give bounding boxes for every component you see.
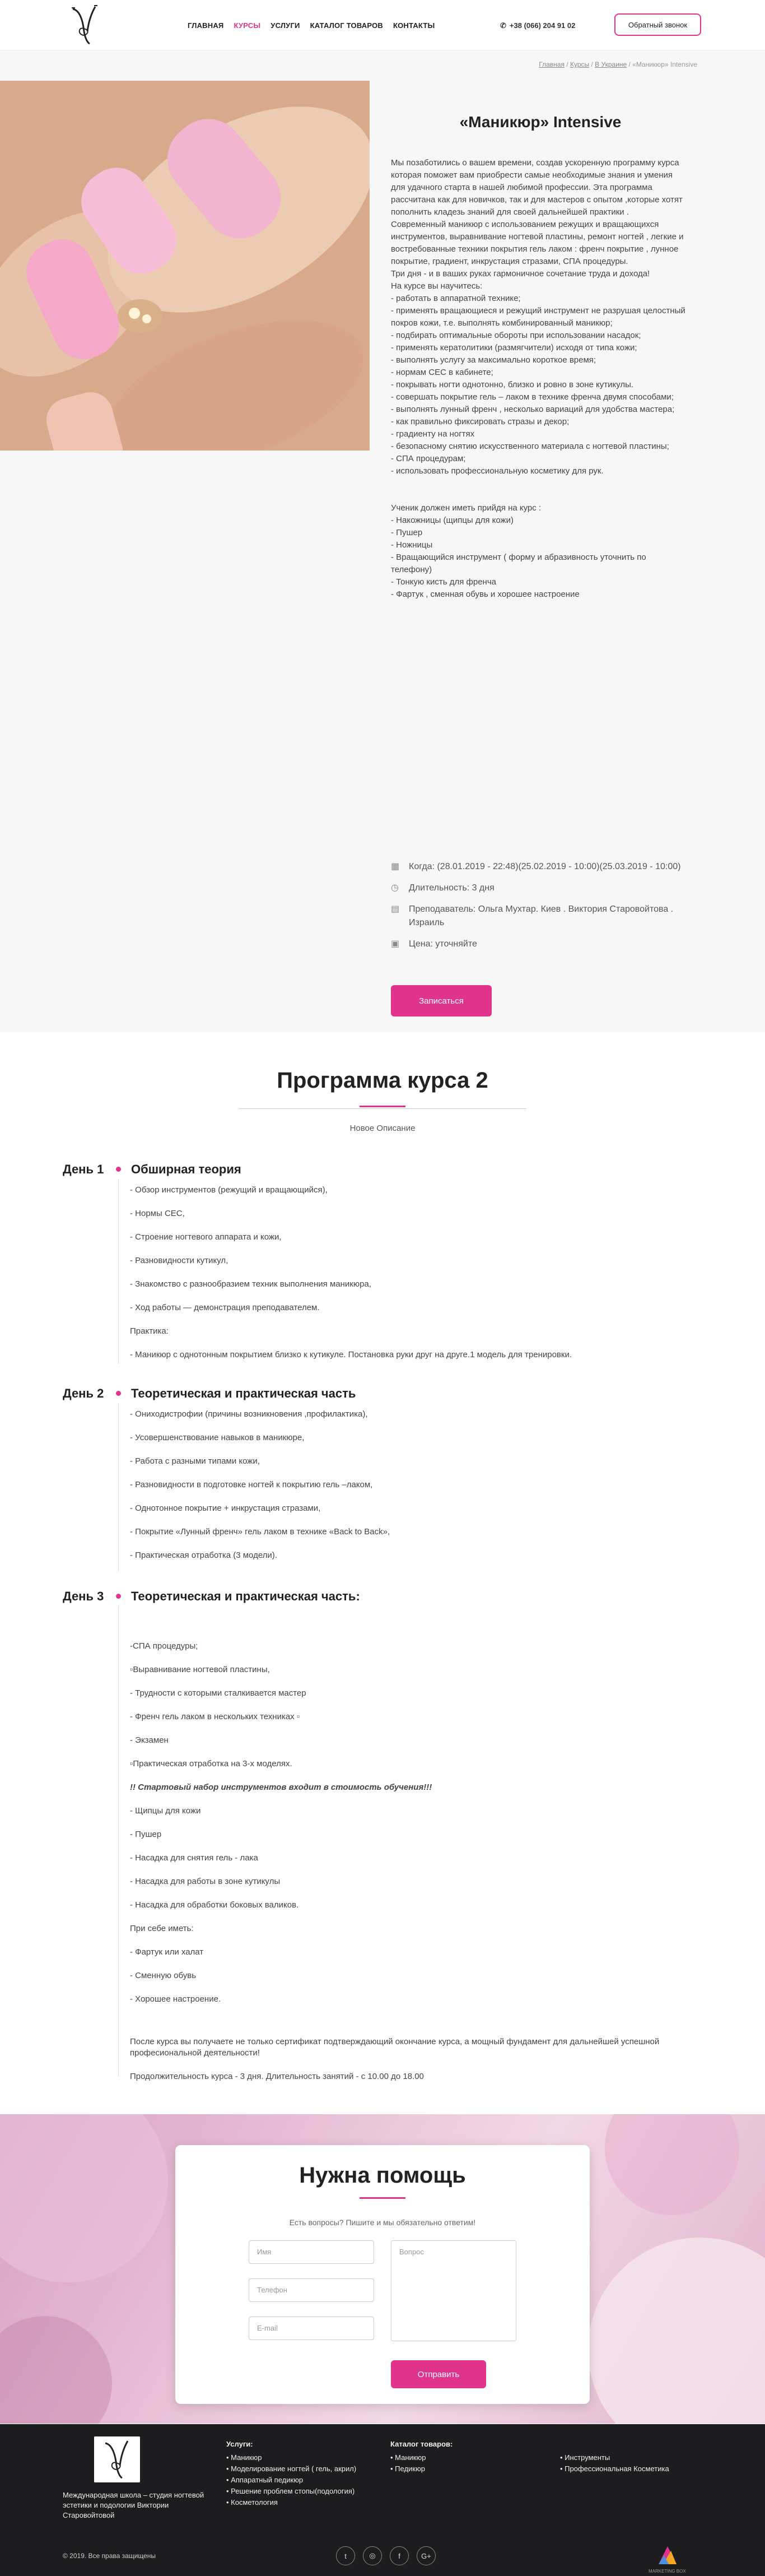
- day-item: - Разновидности кутикул,: [130, 1256, 228, 1265]
- help-underline: [360, 2197, 405, 2199]
- help-section: [0, 2114, 765, 2424]
- day-title: Обширная теория: [131, 1162, 241, 1176]
- manicure-illustration: [0, 81, 370, 451]
- enroll-button[interactable]: Записаться: [391, 985, 492, 1017]
- day-item: При себе иметь:: [130, 1924, 194, 1933]
- timeline-line: [118, 1606, 119, 2077]
- phone-text: +38 (066) 204 91 02: [509, 21, 576, 30]
- email-input[interactable]: E-mail: [249, 2317, 374, 2340]
- day-item: - Щипцы для кожи: [130, 1806, 201, 1816]
- course-teachers-text: Преподаватель: Ольга Мухтар. Киев . Виктория Старовойтова . Израиль: [409, 904, 674, 927]
- question-textarea[interactable]: Вопрос: [391, 2240, 516, 2341]
- day-item: - Покрытие «Лунный френч» гель лаком в технике «Back to Back»,: [130, 1527, 390, 1537]
- footer-link[interactable]: • Косметология: [226, 2498, 278, 2507]
- day-dot: [116, 1167, 121, 1172]
- site-footer: [0, 2424, 765, 2576]
- copyright: © 2019. Все права защищены: [63, 2552, 156, 2560]
- main-nav: [188, 21, 435, 30]
- day-item: Продолжительность курса - 3 дня. Длительность занятий - с 10.00 до 18.00: [130, 2072, 424, 2081]
- footer-logo[interactable]: [94, 2436, 140, 2482]
- day-item: - Строение ногтевого аппарата и кожи,: [130, 1232, 282, 1242]
- course-duration: [391, 881, 688, 895]
- nav-courses[interactable]: КУРСЫ: [234, 21, 261, 30]
- site-header: [0, 0, 765, 50]
- footer-services-title: Услуги:: [226, 2440, 253, 2448]
- marketing-badge-text: MARKETING BOX: [649, 2569, 686, 2574]
- program-subtitle: Новое Описание: [349, 1124, 416, 1133]
- day-item: - Экзамен: [130, 1735, 169, 1745]
- calendar-icon: ▦: [391, 862, 400, 871]
- day-dot: [116, 1594, 121, 1599]
- name-input[interactable]: Имя: [249, 2240, 374, 2264]
- day-item: - Френч гель лаком в нескольких техниках ▫: [130, 1712, 300, 1721]
- day-item: - Нормы СЕС,: [130, 1209, 185, 1218]
- breadcrumb-ukraine[interactable]: В Украине: [595, 61, 627, 68]
- day-label: День 1: [63, 1162, 104, 1176]
- day-item: - Усовершенствование навыков в маникюре,: [130, 1433, 305, 1442]
- course-when: [391, 860, 688, 874]
- logo[interactable]: [63, 3, 108, 47]
- day-item: - Однотонное покрытие + инкрустация стразами,: [130, 1503, 321, 1513]
- program-title: Программа курса 2: [277, 1068, 488, 1093]
- nav-services[interactable]: УСЛУГИ: [270, 21, 300, 30]
- breadcrumb-courses[interactable]: Курсы: [570, 61, 590, 68]
- course-price-text: Цена: уточняйте: [409, 939, 477, 949]
- day-items: [130, 1641, 668, 2095]
- day-item: - Хорошее настроение.: [130, 1994, 221, 2004]
- footer-about: Международная школа – студия ногтевой эстетики и подологии Виктории Старовойтовой: [63, 2491, 204, 2519]
- facebook-icon[interactable]: f: [390, 2546, 409, 2565]
- day-item: - Трудности с которыми сталкивается мастер: [130, 1688, 306, 1698]
- program-underline: [360, 1106, 405, 1107]
- day-item: - Фартук или халат: [130, 1947, 204, 1957]
- course-meta: [391, 860, 688, 959]
- nav-home[interactable]: ГЛАВНАЯ: [188, 21, 224, 30]
- course-section: [0, 50, 765, 1032]
- day-title: Теоретическая и практическая часть: [131, 1386, 356, 1400]
- footer-link[interactable]: • Маникюр: [226, 2453, 262, 2462]
- callback-button[interactable]: Обратный звонок: [614, 13, 701, 36]
- day-items: [130, 1185, 572, 1373]
- day-item: - Разновидности в подготовке ногтей к покрытию гель –лаком,: [130, 1480, 373, 1489]
- day-item: - Практическая отработка (3 модели).: [130, 1551, 277, 1560]
- day-item: - Обзор инструментов (режущий и вращающийся),: [130, 1185, 328, 1195]
- day-label: День 2: [63, 1386, 104, 1400]
- footer-link[interactable]: • Аппаратный педикюр: [226, 2476, 304, 2484]
- timeline-line: [118, 1403, 119, 1571]
- marketing-badge-icon[interactable]: [656, 2544, 679, 2566]
- day-item: !! Стартовый набор инструментов входит в стоимость обучения!!!: [130, 1783, 432, 1792]
- timeline-line: [118, 1179, 119, 1364]
- footer-link[interactable]: • Педикюр: [390, 2464, 425, 2473]
- day-title: Теоретическая и практическая часть:: [131, 1589, 360, 1603]
- phone-input[interactable]: Телефон: [249, 2278, 374, 2302]
- day-item: - Сменную обувь: [130, 1971, 197, 1980]
- footer-link[interactable]: • Инструменты: [560, 2453, 610, 2462]
- day-item: ▫Практическая отработка на 3-х моделях.: [130, 1759, 292, 1769]
- day-item: - Работа с разными типами кожи,: [130, 1456, 260, 1466]
- course-title: «Маникюр» Intensive: [459, 113, 622, 131]
- breadcrumb: Главная / Курсы / В Украине / «Маникюр» Intensive: [539, 61, 697, 68]
- footer-link[interactable]: • Профессиональная Косметика: [560, 2464, 669, 2473]
- price-icon: ▣: [391, 939, 400, 949]
- program-divider: [239, 1108, 526, 1109]
- day-1: [63, 1162, 701, 1364]
- course-teachers: [391, 903, 688, 930]
- phone-number[interactable]: [500, 21, 575, 30]
- teacher-icon: ▤: [391, 904, 400, 914]
- day-item: После курса вы получаете не только сертификат подтверждающий окончание курса, а мощный фундамент для дальнейшей успешной професиональной деятельности!: [130, 2037, 660, 2058]
- day-item: ▫Выравнивание ногтевой пластины,: [130, 1665, 270, 1674]
- breadcrumb-home[interactable]: Главная: [539, 61, 565, 68]
- social-links: [336, 2546, 436, 2565]
- help-subtitle: Есть вопросы? Пишите и мы обязательно ответим!: [289, 2218, 476, 2227]
- course-duration-text: Длительность: 3 дня: [409, 883, 495, 893]
- day-items: [130, 1409, 390, 1574]
- day-item: - Насадка для снятия гель - лака: [130, 1853, 258, 1863]
- day-item: - Ониходистрофии (причины возникновения ,профилактика),: [130, 1409, 368, 1419]
- nav-catalog[interactable]: КАТАЛОГ ТОВАРОВ: [310, 21, 383, 30]
- day-item: -СПА процедуры;: [130, 1641, 198, 1651]
- day-item: - Пушер: [130, 1830, 162, 1839]
- footer-link[interactable]: • Маникюр: [390, 2453, 426, 2462]
- day-item: - Насадка для работы в зоне кутикулы: [130, 1877, 281, 1886]
- breadcrumb-current: «Маникюр» Intensive: [632, 61, 697, 68]
- nav-contacts[interactable]: КОНТАКТЫ: [393, 21, 435, 30]
- twitter-icon[interactable]: t: [336, 2546, 355, 2565]
- course-description: Мы позаботились о вашем времени, создав ускоренную программу курса которая поможет вам приобрести самые необходимые знания и умения для удачного старта в нашей любимой профессии. Эта программа рассчитана как для новичков, так и для мастеров с опытом ,которые хотят пополнить кладезь знаний для своей дальнейшей практики . Современный маникюр с использованием режущих и вращающихся инструментов, выравнивание ногтевой пластины, ремонт ногтей , легкие и востребованные техники покрытия гель лаком : френч покрытие , лунное покрытие, градиент, инкрустация стразами, СПА процедуры. Три дня - и в ваших руках гармоничное сочетание труда и дохода! На курсе вы научитесь: - работать в аппаратной технике; - применять вращающиеся и режущий инструмент не разрушая целостный покров кожи, т.е. выполнять комбинированный маникюр; - подбирать оптимальные обороты при использовании насадок; - применять кератолитики (размягчители) исходя от типа кожи; - выполнять услугу за максимально короткое время; - нормам СЕС в кабинете; - покрывать ногти однотонно, близко и ровно в зоне кутикулы. - совершать покрытие гель – лаком в технике френча двумя способами; - выполнять лунный френч , несколько вариаций для удобства мастера; - как правильно фиксировать стразы и декор; - градиенту на ногтях - безопасному снятию искусственного материала с ногтевой пластины; - СПА процедурам; - использовать профессиональную косметику для рук. Ученик должен иметь прийдя на курс : - Накожницы (щипцы для кожи) - Пушер - Ножницы - Вращающийся инструмент ( форму и абразивность уточнить по телефону) - Тонкую кисть для френча - Фартук , сменная обувь и хорошее настроение: [391, 158, 685, 599]
- day-item: - Ход работы — демонстрация преподавателем.: [130, 1303, 320, 1312]
- clock-icon: ◷: [391, 883, 399, 893]
- footer-link[interactable]: • Моделирование ногтей ( гель, акрил): [226, 2464, 357, 2473]
- day-item: Практика:: [130, 1326, 169, 1336]
- phone-icon: ✆: [500, 21, 506, 30]
- footer-catalog-2: [560, 2452, 669, 2475]
- help-form-card: [175, 2145, 590, 2404]
- footer-catalog: [390, 2439, 453, 2475]
- course-when-text: Когда: (28.01.2019 - 22:48)(25.02.2019 - 10:00)(25.03.2019 - 10:00): [409, 862, 681, 871]
- day-item: - Насадка для обработки боковых валиков.: [130, 1900, 299, 1910]
- day-label: День 3: [63, 1589, 104, 1603]
- footer-services: [226, 2439, 356, 2508]
- help-title: Нужна помощь: [299, 2163, 466, 2188]
- day-item: - Знакомство с разнообразием техник выполнения маникюра,: [130, 1279, 371, 1289]
- footer-link[interactable]: • Решение проблем стопы(подология): [226, 2487, 355, 2495]
- day-dot: [116, 1391, 121, 1396]
- course-price: [391, 937, 688, 951]
- course-photo: [0, 81, 370, 451]
- day-2: [63, 1386, 701, 1566]
- google-plus-icon[interactable]: G+: [417, 2546, 436, 2565]
- footer-catalog-title: Каталог товаров:: [390, 2440, 453, 2448]
- day-item: - Маникюр с однотонным покрытием близко к кутикуле. Постановка руки друг на друге.1 модель для тренировки.: [130, 1350, 572, 1359]
- day-3: [63, 1589, 701, 2094]
- send-button[interactable]: Отправить: [391, 2360, 486, 2388]
- instagram-icon[interactable]: ◎: [363, 2546, 382, 2565]
